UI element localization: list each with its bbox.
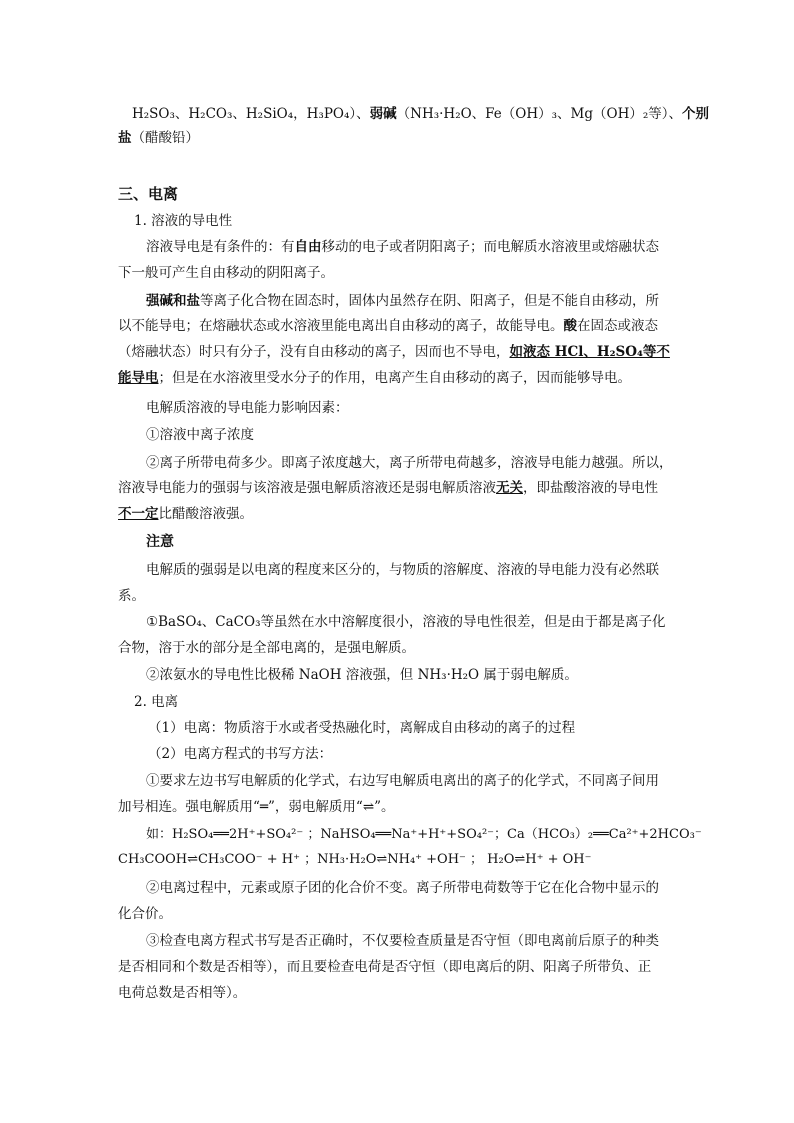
- strong-base-salt-keyword: 强碱和盐: [146, 293, 200, 309]
- salt-example: （醋酸铅）: [131, 130, 199, 146]
- weak-base-label: 弱碱: [369, 106, 397, 122]
- acid-keyword: 酸: [563, 318, 577, 334]
- not-necessarily-emphasis: 不一定: [118, 506, 159, 522]
- unrelated-emphasis: 无关: [496, 480, 523, 496]
- ionization-definition: （1）电离：物质溶于水或者受热融化时，离解成自由移动的离子的过程: [148, 720, 576, 736]
- method-2-line-1: ②电离过程中，元素或原子团的化合价不变。离子所带电荷数等于它在化合物中显示的: [146, 880, 659, 896]
- method-3-line-3: 电荷总数是否相等）。: [118, 985, 247, 1001]
- method-1-line-1: ①要求左边书写电解质的化学式，右边写电解质电离出的离子的化学式，不同离子间用: [146, 773, 659, 789]
- salt-label: 盐: [118, 130, 132, 146]
- note-point-1-line-1: ①BaSO₄、CaCO₃等虽然在水中溶解度很小，溶液的导电性很差，但是由于都是离子化: [146, 614, 666, 630]
- subsection-2-title: 2. 电离: [134, 694, 179, 710]
- acid-list: H₂SO₃、H₂CO₃、H₂SiO₄，H₃PO₄）、: [132, 106, 370, 122]
- equation-line-2: CH₃COOH⇌CH₃COO⁻ + H⁺ ；NH₃·H₂O⇌NH₄⁺ +OH⁻ ； H₂O⇌H⁺ + OH⁻: [118, 852, 592, 867]
- equation-line-1: 如：H₂SO₄══2H⁺+SO₄²⁻ ；NaHSO₄══Na⁺+H⁺+SO₄²⁻；Ca（HCO₃）₂══Ca²⁺+2HCO₃⁻: [146, 827, 702, 842]
- section-title: 三、电离: [118, 185, 179, 203]
- factor-1: ①溶液中离子浓度: [146, 427, 254, 443]
- liquid-hcl-emphasis: 如液态 HCl、H₂SO₄等不: [509, 344, 670, 360]
- factor-2-line-1: ②离子所带电荷多少。即离子浓度越大，离子所带电荷越多，溶液导电能力越强。所以，: [146, 455, 673, 471]
- paragraph-3: 电解质溶液的导电能力影响因素：: [146, 400, 349, 416]
- weak-base-list: （NH₃·H₂O、Fe（OH）₃、Mg（OH）₂等）、: [396, 106, 683, 122]
- factor-2-line-2: 溶液导电能力的强弱与该溶液是强电解质溶液还是弱电解质溶液无关，即盐酸溶液的导电性: [118, 480, 658, 496]
- cannot-conduct-emphasis: 能导电: [118, 370, 159, 386]
- method-1-line-2: 加号相连。强电解质用“═”，弱电解质用“⇌”。: [118, 799, 395, 815]
- paragraph-2-line-3: （熔融状态）时只有分子，没有自由移动的离子，因而也不导电，如液态 HCl、H₂SO₄等不: [118, 344, 670, 360]
- equation-method-heading: （2）电离方程式的书写方法：: [148, 746, 333, 762]
- method-3-line-1: ③检查电离方程式书写是否正确时，不仅要检查质量是否守恒（即电离前后原子的种类: [146, 933, 659, 949]
- note-paragraph-line-1: 电解质的强弱是以电离的程度来区分的，与物质的溶解度、溶液的导电能力没有必然联: [146, 562, 659, 578]
- paragraph-2-line-2: 以不能导电；在熔融状态或水溶液里能电离出自由移动的离子，故能导电。酸在固态或液态: [118, 318, 658, 334]
- note-point-1-line-2: 合物，溶于水的部分是全部电离的，是强电解质。: [118, 640, 415, 656]
- paragraph-2-line-1: 强碱和盐等离子化合物在固态时，固体内虽然存在阴、阳离子，但是不能自由移动，所: [146, 293, 659, 309]
- factor-2-line-3: 不一定比醋酸溶液强。: [118, 506, 253, 522]
- salt-line: [118, 127, 199, 149]
- some-salt-label: 个别: [682, 106, 710, 122]
- paragraph-1-line-2: 下一般可产生自由移动的阴阳离子。: [118, 265, 334, 281]
- paragraph-2-line-4: 能导电；但是在水溶液里受水分子的作用，电离产生自由移动的离子，因而能够导电。: [118, 370, 631, 386]
- free-keyword: 自由: [294, 239, 322, 255]
- note-point-2: ②浓氨水的导电性比极稀 NaOH 溶液强，但 NH₃·H₂O 属于弱电解质。: [146, 667, 578, 683]
- paragraph-1-line-1: 溶液导电是有条件的：有自由移动的电子或者阴阳离子；而电解质水溶液里或熔融状态: [146, 239, 659, 255]
- method-3-line-2: 是否相同和个数是否相等），而且要检查电荷是否守恒（即电离后的阴、阳离子所带负、正: [118, 959, 652, 975]
- acid-list-line: [132, 103, 709, 125]
- subsection-1-title: 1. 溶液的导电性: [134, 213, 233, 229]
- note-heading: 注意: [146, 534, 174, 550]
- method-2-line-2: 化合价。: [118, 906, 172, 922]
- note-paragraph-line-2: 系。: [118, 588, 145, 604]
